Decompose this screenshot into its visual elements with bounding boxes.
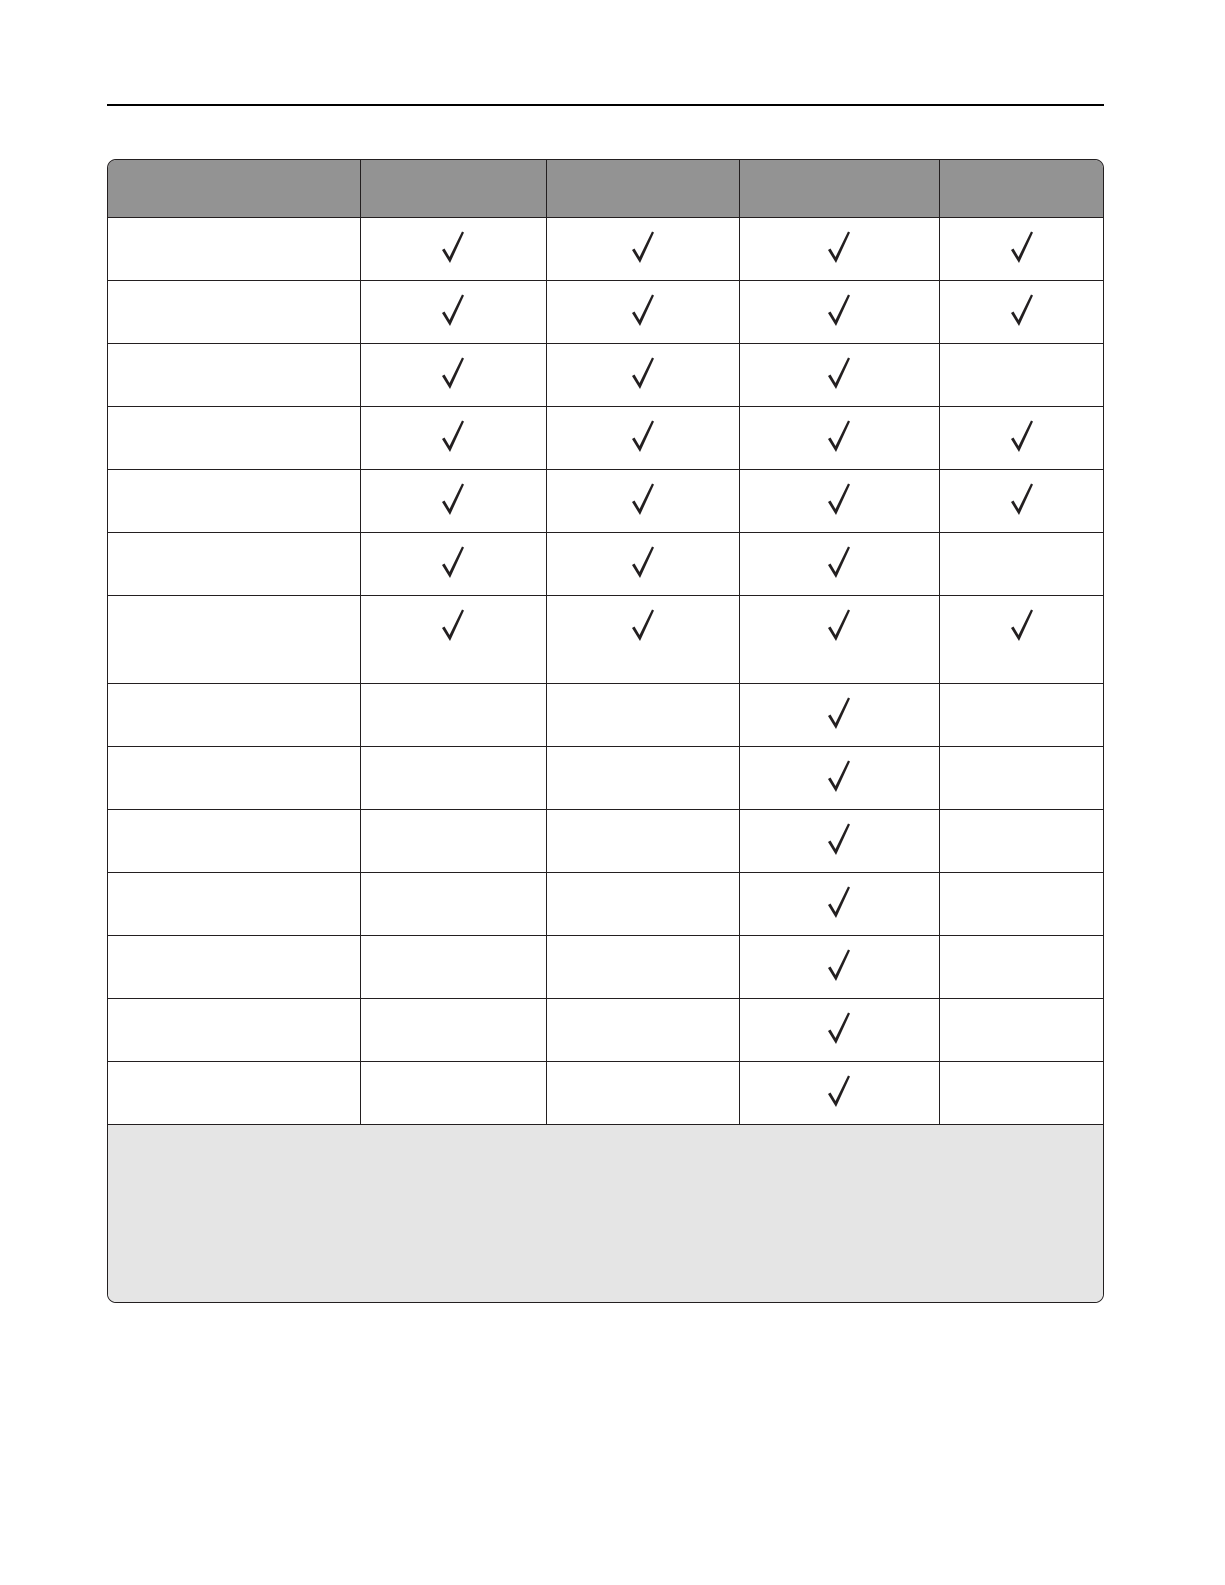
table-cell	[360, 596, 546, 684]
table-cell	[360, 281, 546, 344]
row-label	[108, 281, 360, 344]
table-cell	[546, 407, 739, 470]
table-cell	[939, 747, 1104, 810]
checkmark-icon	[630, 482, 656, 516]
table-cell	[739, 407, 939, 470]
table-row	[108, 873, 1104, 936]
table-row	[108, 684, 1104, 747]
checkmark-icon	[826, 545, 852, 579]
checkmark-icon	[1009, 608, 1035, 642]
checkmark-icon	[440, 419, 466, 453]
table-cell	[939, 407, 1104, 470]
checkmark-icon	[826, 482, 852, 516]
table-cell	[546, 596, 739, 684]
table-cell	[360, 936, 546, 999]
table-cell	[739, 533, 939, 596]
table-cell	[360, 470, 546, 533]
checkmark-icon	[826, 1074, 852, 1108]
checkmark-icon	[630, 356, 656, 390]
table-row	[108, 407, 1104, 470]
row-label	[108, 218, 360, 281]
table-cell	[360, 810, 546, 873]
checkmark-icon	[630, 230, 656, 264]
table-cell	[939, 873, 1104, 936]
table-row	[108, 936, 1104, 999]
table-cell	[939, 470, 1104, 533]
checkmark-icon	[1009, 482, 1035, 516]
table-cell	[360, 1062, 546, 1125]
table-cell	[546, 747, 739, 810]
checkmark-icon	[826, 608, 852, 642]
table-row	[108, 281, 1104, 344]
checkmark-icon	[440, 608, 466, 642]
table-row	[108, 810, 1104, 873]
table-cell	[546, 218, 739, 281]
table-cell	[739, 873, 939, 936]
table-cell	[739, 344, 939, 407]
checkmark-icon	[630, 545, 656, 579]
table-body	[108, 218, 1104, 1125]
row-label	[108, 1062, 360, 1125]
table-cell	[360, 218, 546, 281]
row-label	[108, 470, 360, 533]
table-cell	[939, 999, 1104, 1062]
table-cell	[739, 218, 939, 281]
table-cell	[739, 596, 939, 684]
table-cell	[739, 1062, 939, 1125]
header-rule	[107, 104, 1104, 106]
row-label	[108, 596, 360, 684]
checkmark-icon	[826, 696, 852, 730]
row-label	[108, 344, 360, 407]
table-cell	[360, 999, 546, 1062]
table-row	[108, 596, 1104, 684]
checkmark-icon	[826, 293, 852, 327]
checkmark-icon	[1009, 230, 1035, 264]
table-cell	[360, 747, 546, 810]
table-row	[108, 1062, 1104, 1125]
checkmark-icon	[440, 230, 466, 264]
table-cell	[739, 684, 939, 747]
table-row	[108, 344, 1104, 407]
table-cell	[546, 344, 739, 407]
header-cell-4	[939, 160, 1104, 218]
header-cell-3	[739, 160, 939, 218]
table-cell	[739, 810, 939, 873]
header-cell-0	[108, 160, 360, 218]
checkmark-icon	[826, 885, 852, 919]
table-cell	[739, 999, 939, 1062]
checkmark-icon	[1009, 293, 1035, 327]
support-table	[108, 160, 1104, 1124]
table-cell	[739, 281, 939, 344]
table-row	[108, 999, 1104, 1062]
checkmark-icon	[440, 293, 466, 327]
table-cell	[939, 936, 1104, 999]
table-cell	[939, 684, 1104, 747]
table-row	[108, 470, 1104, 533]
table-cell	[546, 1062, 739, 1125]
checkmark-icon	[630, 608, 656, 642]
row-label	[108, 810, 360, 873]
table-cell	[546, 281, 739, 344]
checkmark-icon	[440, 356, 466, 390]
table-cell	[546, 936, 739, 999]
table-cell	[360, 344, 546, 407]
table-cell	[546, 470, 739, 533]
table-cell	[546, 873, 739, 936]
table-cell	[360, 684, 546, 747]
table-header-row	[108, 160, 1104, 218]
checkmark-icon	[826, 759, 852, 793]
table-cell	[939, 344, 1104, 407]
checkmark-icon	[826, 948, 852, 982]
checkmark-icon	[630, 293, 656, 327]
table-cell	[546, 684, 739, 747]
table-cell	[546, 810, 739, 873]
checkmark-icon	[826, 822, 852, 856]
table-footer-note	[108, 1124, 1103, 1302]
row-label	[108, 873, 360, 936]
row-label	[108, 533, 360, 596]
table-cell	[546, 999, 739, 1062]
checkmark-icon	[826, 230, 852, 264]
row-label	[108, 747, 360, 810]
feature-table	[107, 159, 1104, 1303]
table-row	[108, 218, 1104, 281]
row-label	[108, 999, 360, 1062]
table-cell	[939, 281, 1104, 344]
table-cell	[939, 1062, 1104, 1125]
checkmark-icon	[826, 419, 852, 453]
checkmark-icon	[440, 482, 466, 516]
checkmark-icon	[826, 356, 852, 390]
table-cell	[939, 533, 1104, 596]
table-cell	[939, 218, 1104, 281]
table-cell	[739, 470, 939, 533]
header-cell-1	[360, 160, 546, 218]
table-cell	[939, 596, 1104, 684]
table-cell	[360, 407, 546, 470]
row-label	[108, 407, 360, 470]
table-row	[108, 747, 1104, 810]
checkmark-icon	[440, 545, 466, 579]
checkmark-icon	[1009, 419, 1035, 453]
table-cell	[939, 810, 1104, 873]
table-row	[108, 533, 1104, 596]
table-cell	[360, 533, 546, 596]
checkmark-icon	[826, 1011, 852, 1045]
table-cell	[360, 873, 546, 936]
row-label	[108, 684, 360, 747]
row-label	[108, 936, 360, 999]
header-cell-2	[546, 160, 739, 218]
table-cell	[739, 936, 939, 999]
checkmark-icon	[630, 419, 656, 453]
table-cell	[739, 747, 939, 810]
table-cell	[546, 533, 739, 596]
